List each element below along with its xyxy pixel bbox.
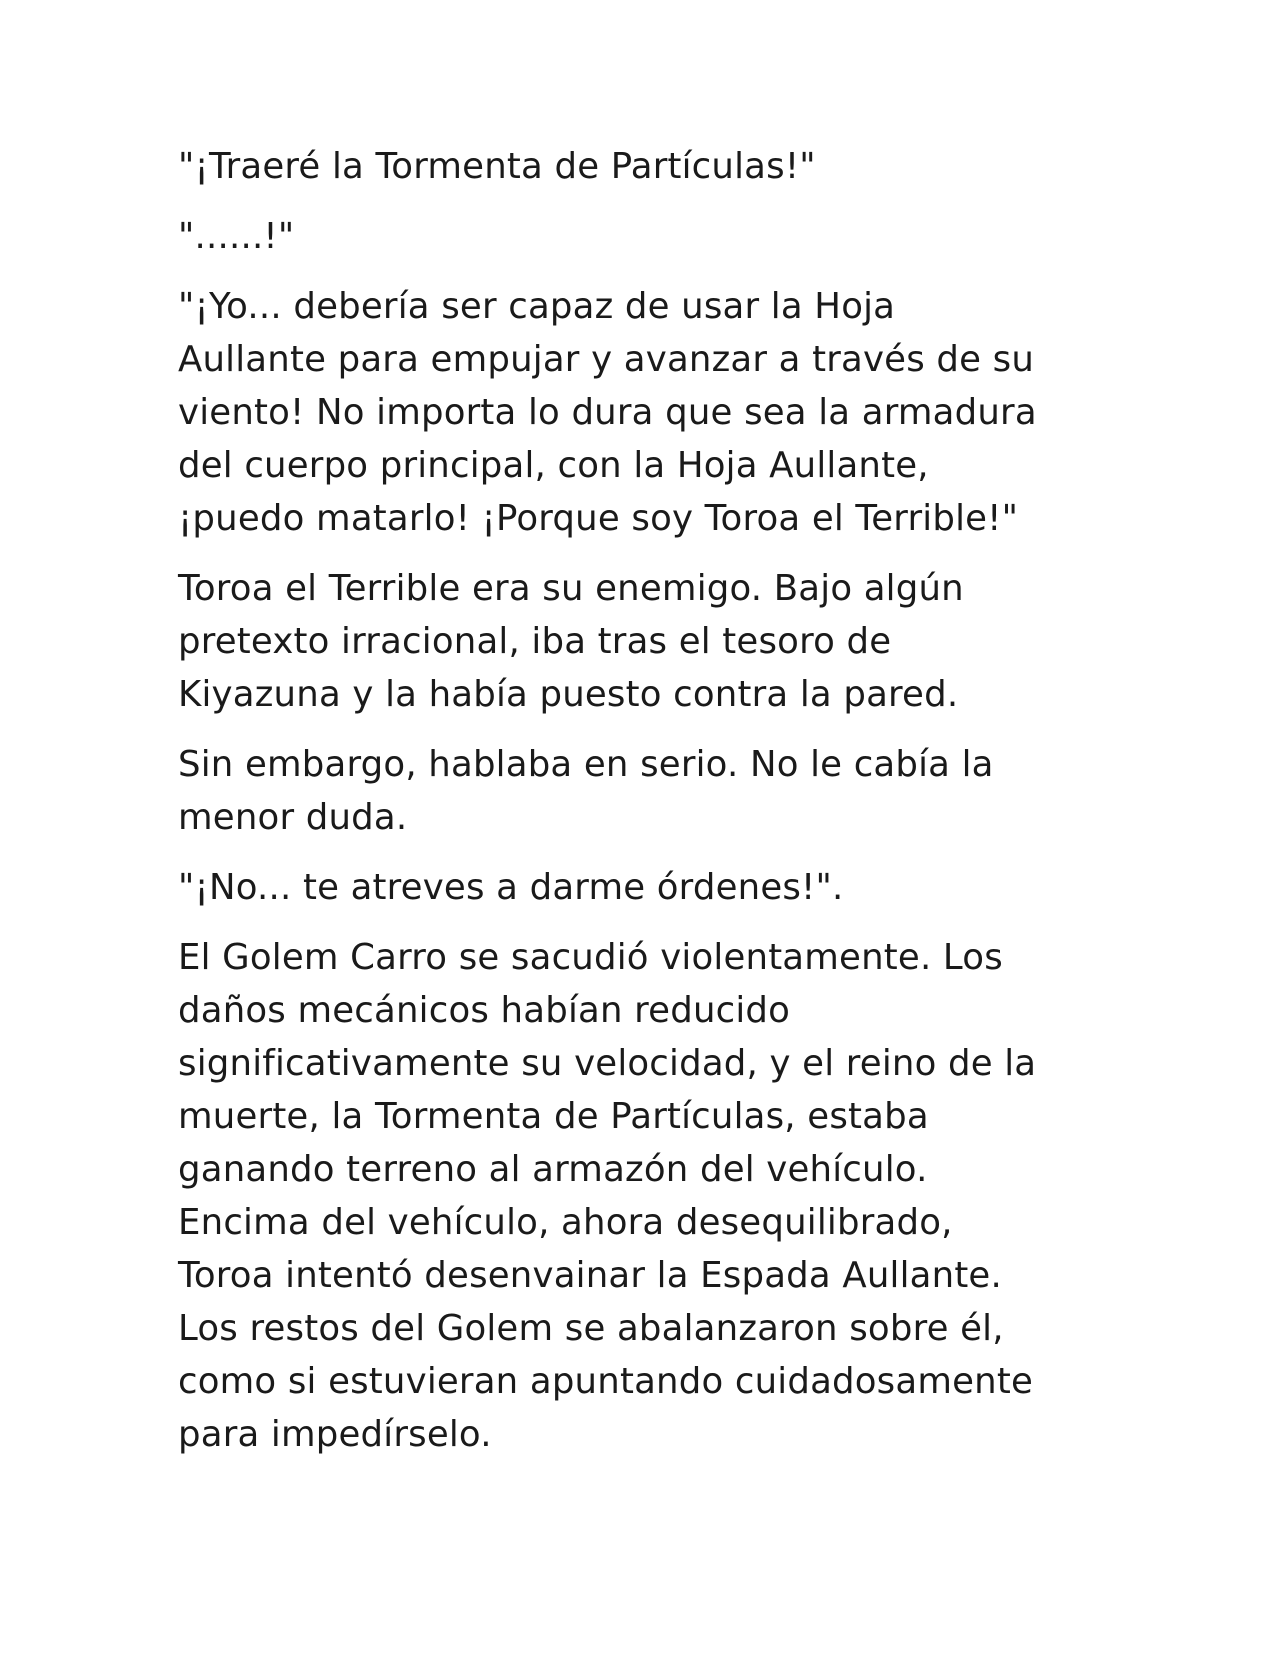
paragraph-4 [178, 562, 1098, 721]
text-line: ¡puedo matarlo! ¡Porque soy Toroa el Terrible!" [178, 498, 1019, 539]
text-line: significativamente su velocidad, y el reino de la [178, 1043, 1037, 1084]
paragraph-7 [178, 931, 1098, 1461]
text-line: Toroa intentó desenvainar la Espada Aullante. [178, 1255, 1002, 1296]
text-line: daños mecánicos habían reducido [178, 990, 791, 1031]
text-line: "......!" [178, 216, 295, 257]
text-line: para impedírselo. [178, 1414, 492, 1455]
text-line: menor duda. [178, 797, 408, 838]
text-line: ganando terreno al armazón del vehículo. [178, 1149, 928, 1190]
text-line: Aullante para empujar y avanzar a través de su [178, 339, 1035, 380]
text-line: como si estuvieran apuntando cuidadosamente [178, 1361, 1034, 1402]
text-line: El Golem Carro se sacudió violentamente. Los [178, 937, 1003, 978]
text-line: muerte, la Tormenta de Partículas, estaba [178, 1096, 929, 1137]
text-line: Encima del vehículo, ahora desequilibrado, [178, 1202, 953, 1243]
text-line: "¡Traeré la Tormenta de Partículas!" [178, 146, 816, 187]
paragraph-3 [178, 280, 1098, 545]
paragraph-6 [178, 861, 1098, 914]
text-line: Los restos del Golem se abalanzaron sobre él, [178, 1308, 1004, 1349]
text-line: "¡No... te atreves a darme órdenes!". [178, 867, 844, 908]
text-line: viento! No importa lo dura que sea la armadura [178, 392, 1037, 433]
text-line: Kiyazuna y la había puesto contra la pared. [178, 674, 959, 715]
paragraph-2 [178, 210, 1098, 263]
text-line: Sin embargo, hablaba en serio. No le cabía la [178, 744, 994, 785]
text-line: pretexto irracional, iba tras el tesoro de [178, 621, 892, 662]
paragraph-1 [178, 140, 1098, 193]
text-line: Toroa el Terrible era su enemigo. Bajo algún [178, 568, 964, 609]
document-page [178, 140, 1098, 1478]
paragraph-5 [178, 738, 1098, 844]
text-line: del cuerpo principal, con la Hoja Aullante, [178, 445, 929, 486]
text-line: "¡Yo... debería ser capaz de usar la Hoja [178, 286, 896, 327]
